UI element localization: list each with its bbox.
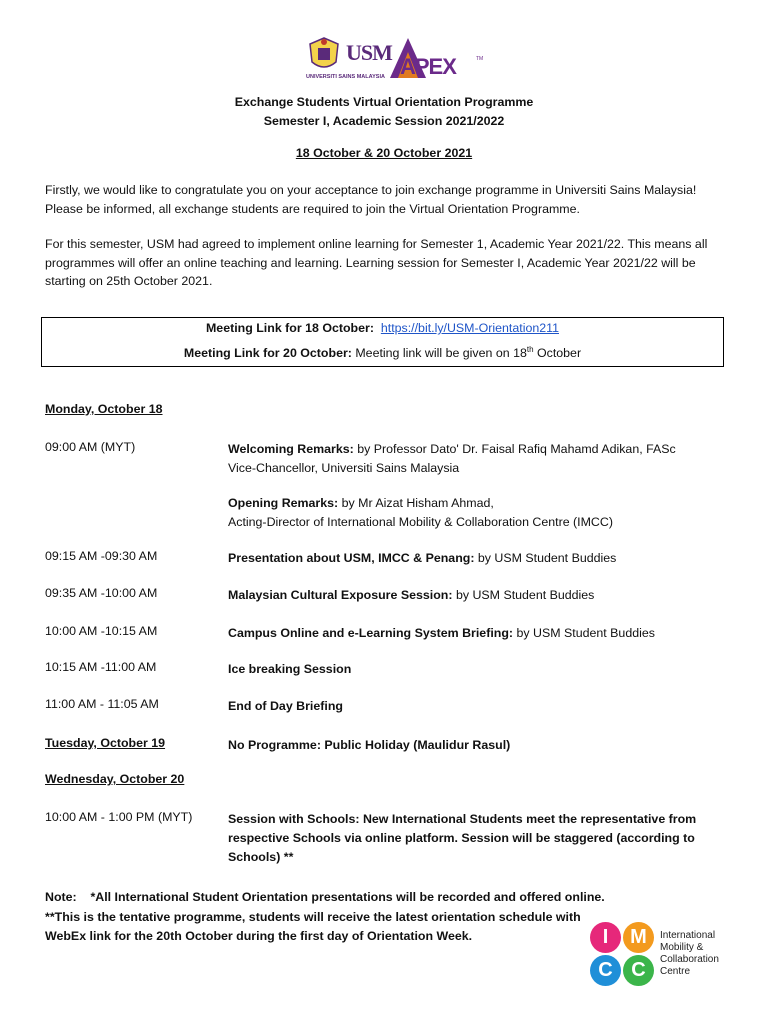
note-line2: **This is the tentative programme, students will receive the latest orientation schedule with — [45, 909, 581, 924]
meeting-link-box — [41, 317, 724, 367]
document-dates: 18 October & 20 October 2021 — [295, 146, 473, 160]
header-logos — [306, 36, 482, 84]
day-heading-monday: Monday, October 18 — [45, 402, 163, 416]
document-title-line1: Exchange Students Virtual Orientation Programme — [234, 95, 534, 109]
schedule-item — [228, 494, 708, 532]
schedule-item-title: Opening Remarks: — [228, 496, 339, 510]
schedule-time: 10:00 AM -10:15 AM — [45, 624, 158, 638]
imcc-letter-i: I — [590, 922, 621, 953]
schedule-item-detail: by USM Student Buddies — [516, 626, 655, 640]
day-heading-wednesday: Wednesday, October 20 — [45, 772, 185, 786]
schedule-time: 10:00 AM - 1:00 PM (MYT) — [45, 810, 193, 824]
intro-paragraph-1 — [45, 181, 725, 218]
schedule-item — [228, 697, 708, 716]
intro-paragraph-2 — [45, 235, 725, 291]
imcc-letter-c1: C — [590, 955, 621, 986]
schedule-item — [228, 440, 708, 478]
document-dates-wrap — [0, 146, 768, 160]
meeting-url-18[interactable]: https://bit.ly/USM-Orientation211 — [380, 321, 559, 335]
schedule-item-title: Welcoming Remarks: — [228, 442, 354, 456]
schedule-item — [228, 586, 708, 605]
tuesday-description: No Programme: Public Holiday (Maulidur Rasul) — [228, 738, 511, 752]
imcc-name-line1: International — [660, 930, 716, 941]
schedule-item-title: Presentation about USM, IMCC & Penang: — [228, 551, 475, 565]
schedule-time: 09:15 AM -09:30 AM — [45, 549, 158, 563]
schedule-item-detail: by USM Student Buddies — [455, 588, 595, 602]
schedule-item-title: Campus Online and e-Learning System Briefing: — [228, 626, 514, 640]
schedule-item — [228, 549, 708, 568]
apex-logo-text: APEX — [400, 54, 456, 79]
imcc-letter-c2: C — [623, 955, 654, 986]
note-line1: *All International Student Orientation presentations will be recorded and offered online. — [90, 890, 605, 904]
intro-para2-line2: programmes will offer an online teaching and learning. Learning session for Semester I, Academic Year 2021/22 will be — [45, 255, 696, 270]
schedule-item-detail: by Professor Dato' Dr. Faisal Rafiq Mahamd Adikan, FASc — [357, 442, 676, 456]
intro-para2-line3: starting on 25th October 2021. — [45, 274, 213, 288]
meeting-tail-20: October — [537, 346, 582, 361]
schedule-time: 09:35 AM -10:00 AM — [45, 586, 158, 600]
schedule-item-detail: by USM Student Buddies — [477, 551, 617, 565]
schedule-item-line2: Vice-Chancellor, Universiti Sains Malaysia — [228, 461, 460, 475]
note-line3: WebEx link for the 20th October during the first day of Orientation Week. — [45, 929, 473, 943]
note-label: Note: — [45, 890, 77, 904]
usm-logo-subtitle: UNIVERSITI SAINS MALAYSIA — [306, 74, 385, 80]
schedule-time: 11:00 AM - 11:05 AM — [45, 697, 159, 711]
intro-para2-line1: For this semester, USM had agreed to implement online learning for Semester 1, Academic Year 2021/22. This means all — [45, 237, 708, 251]
notes-section — [45, 888, 605, 947]
usm-crest-icon — [306, 36, 342, 74]
wednesday-description — [228, 810, 708, 867]
wednesday-line1: Session with Schools: New International Students meet the representative from — [228, 812, 697, 826]
wednesday-line3: Schools) ** — [228, 850, 294, 864]
meeting-sup-20: th — [526, 345, 534, 354]
meeting-link-20 — [42, 345, 723, 360]
apex-trademark: TM — [476, 56, 484, 62]
wednesday-line2: respective Schools via online platform. Session will be staggered (according to — [228, 831, 695, 845]
schedule-time: 10:15 AM -11:00 AM — [45, 660, 157, 674]
imcc-name — [660, 930, 719, 978]
schedule-item-detail: by Mr Aizat Hisham Ahmad, — [341, 496, 494, 510]
meeting-text-20: Meeting link will be given on 18 — [355, 346, 527, 361]
meeting-link-18 — [42, 321, 723, 335]
schedule-item-title: Ice breaking Session — [228, 662, 352, 676]
schedule-item-title: End of Day Briefing — [228, 699, 343, 713]
meeting-label-20: Meeting Link for 20 October: — [183, 346, 352, 361]
imcc-name-line4: Centre — [660, 966, 691, 977]
schedule-item-line2: Acting-Director of International Mobility & Collaboration Centre (IMCC) — [228, 515, 613, 529]
imcc-name-line2: Mobility & — [660, 942, 704, 953]
meeting-label-18: Meeting Link for 18 October: — [205, 321, 374, 335]
intro-para1-line1: Firstly, we would like to congratulate you on your acceptance to join exchange programme in Universiti Sains Malaysia! — [45, 183, 697, 197]
usm-logo-text: USM — [346, 40, 392, 65]
schedule-item — [228, 624, 708, 643]
intro-para1-line2: Please be informed, all exchange students are required to join the Virtual Orientation Programme. — [45, 201, 580, 216]
imcc-logo — [590, 920, 740, 990]
imcc-letter-m: M — [623, 922, 654, 953]
day-heading-tuesday: Tuesday, October 19 — [45, 736, 166, 750]
schedule-item — [228, 660, 708, 679]
imcc-name-line3: Collaboration — [660, 954, 719, 965]
document-title-line2: Semester I, Academic Session 2021/2022 — [263, 114, 505, 128]
schedule-time: 09:00 AM (MYT) — [45, 440, 136, 454]
schedule-item-title: Malaysian Cultural Exposure Session: — [228, 588, 453, 602]
